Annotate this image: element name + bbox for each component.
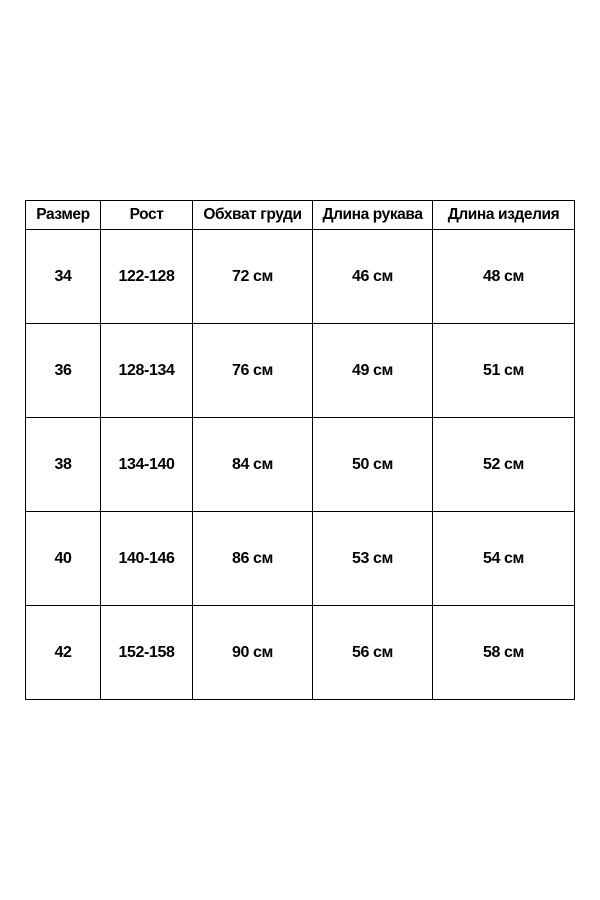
table-header-row — [26, 201, 575, 230]
cell-size: 42 — [26, 606, 101, 700]
table-row — [26, 512, 575, 606]
cell-sleeve-length: 50 см — [313, 418, 433, 512]
table-row — [26, 324, 575, 418]
cell-height: 152-158 — [101, 606, 193, 700]
table-row — [26, 418, 575, 512]
cell-item-length: 52 см — [433, 418, 575, 512]
cell-chest-girth: 84 см — [193, 418, 313, 512]
cell-size: 36 — [26, 324, 101, 418]
header-sleeve-length: Длина рукава — [313, 201, 433, 230]
cell-height: 134-140 — [101, 418, 193, 512]
header-chest-girth: Обхват груди — [193, 201, 313, 230]
cell-height: 140-146 — [101, 512, 193, 606]
cell-size: 34 — [26, 230, 101, 324]
cell-size: 38 — [26, 418, 101, 512]
cell-chest-girth: 76 см — [193, 324, 313, 418]
header-height: Рост — [101, 201, 193, 230]
cell-size: 40 — [26, 512, 101, 606]
cell-item-length: 51 см — [433, 324, 575, 418]
size-chart-table — [25, 200, 575, 700]
cell-item-length: 54 см — [433, 512, 575, 606]
table-row — [26, 606, 575, 700]
cell-sleeve-length: 49 см — [313, 324, 433, 418]
header-size: Размер — [26, 201, 101, 230]
cell-chest-girth: 90 см — [193, 606, 313, 700]
table-row — [26, 230, 575, 324]
cell-height: 122-128 — [101, 230, 193, 324]
cell-height: 128-134 — [101, 324, 193, 418]
cell-sleeve-length: 46 см — [313, 230, 433, 324]
header-item-length: Длина изделия — [433, 201, 575, 230]
cell-chest-girth: 72 см — [193, 230, 313, 324]
cell-chest-girth: 86 см — [193, 512, 313, 606]
cell-item-length: 48 см — [433, 230, 575, 324]
cell-sleeve-length: 56 см — [313, 606, 433, 700]
cell-sleeve-length: 53 см — [313, 512, 433, 606]
cell-item-length: 58 см — [433, 606, 575, 700]
